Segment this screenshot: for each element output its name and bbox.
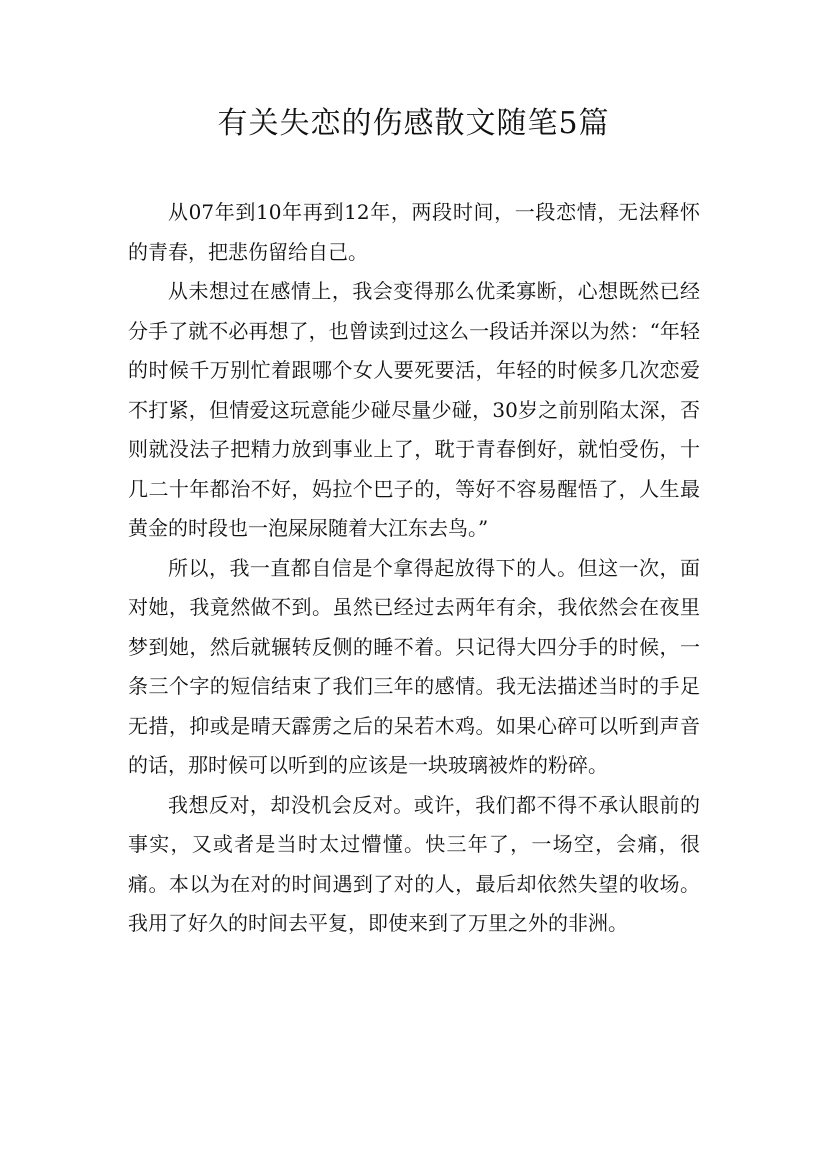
document-title: 有关失恋的伤感散文随笔5篇 bbox=[217, 106, 610, 141]
document-body bbox=[128, 193, 700, 944]
paragraph-4: 我想反对，却没机会反对。或许，我们都不得不承认眼前的事实，又或者是当时太过懵懂。快三年了，一场空，会痛，很痛。本以为在对的时间遇到了对的人，最后却依然失望的收场。我用了好久的时间去平复，即使来到了万里之外的非洲。 bbox=[128, 792, 700, 935]
paragraph-2: 从未想过在感情上，我会变得那么优柔寡断，心想既然已经分手了就不必再想了，也曾读到过这么一段话并深以为然：“年轻的时候千万别忙着跟哪个女人要死要活，年轻的时候多几次恋爱不打紧，但情爱这玩意能少碰尽量少碰，30岁之前别陷太深，否则就没法子把精力放到事业上了，耽于青春倒好，就怕受伤，十几二十年都治不好，妈拉个巴子的，等好不容易醒悟了，人生最黄金的时段也一泡屎尿随着大江东去鸟。” bbox=[128, 279, 700, 540]
paragraph-3: 所以，我一直都自信是个拿得起放得下的人。但这一次，面对她，我竟然做不到。虽然已经过去两年有余，我依然会在夜里梦到她，然后就辗转反侧的睡不着。只记得大四分手的时候，一条三个字的短信结束了我们三年的感情。我无法描述当时的手足无措，抑或是晴天霹雳之后的呆若木鸡。如果心碎可以听到声音的话，那时候可以听到的应该是一块玻璃被炸的粉碎。 bbox=[128, 555, 700, 777]
paragraph-1: 从07年到10年再到12年，两段时间，一段恋情，无法释怀的青春，把悲伤留给自己。 bbox=[128, 200, 700, 264]
